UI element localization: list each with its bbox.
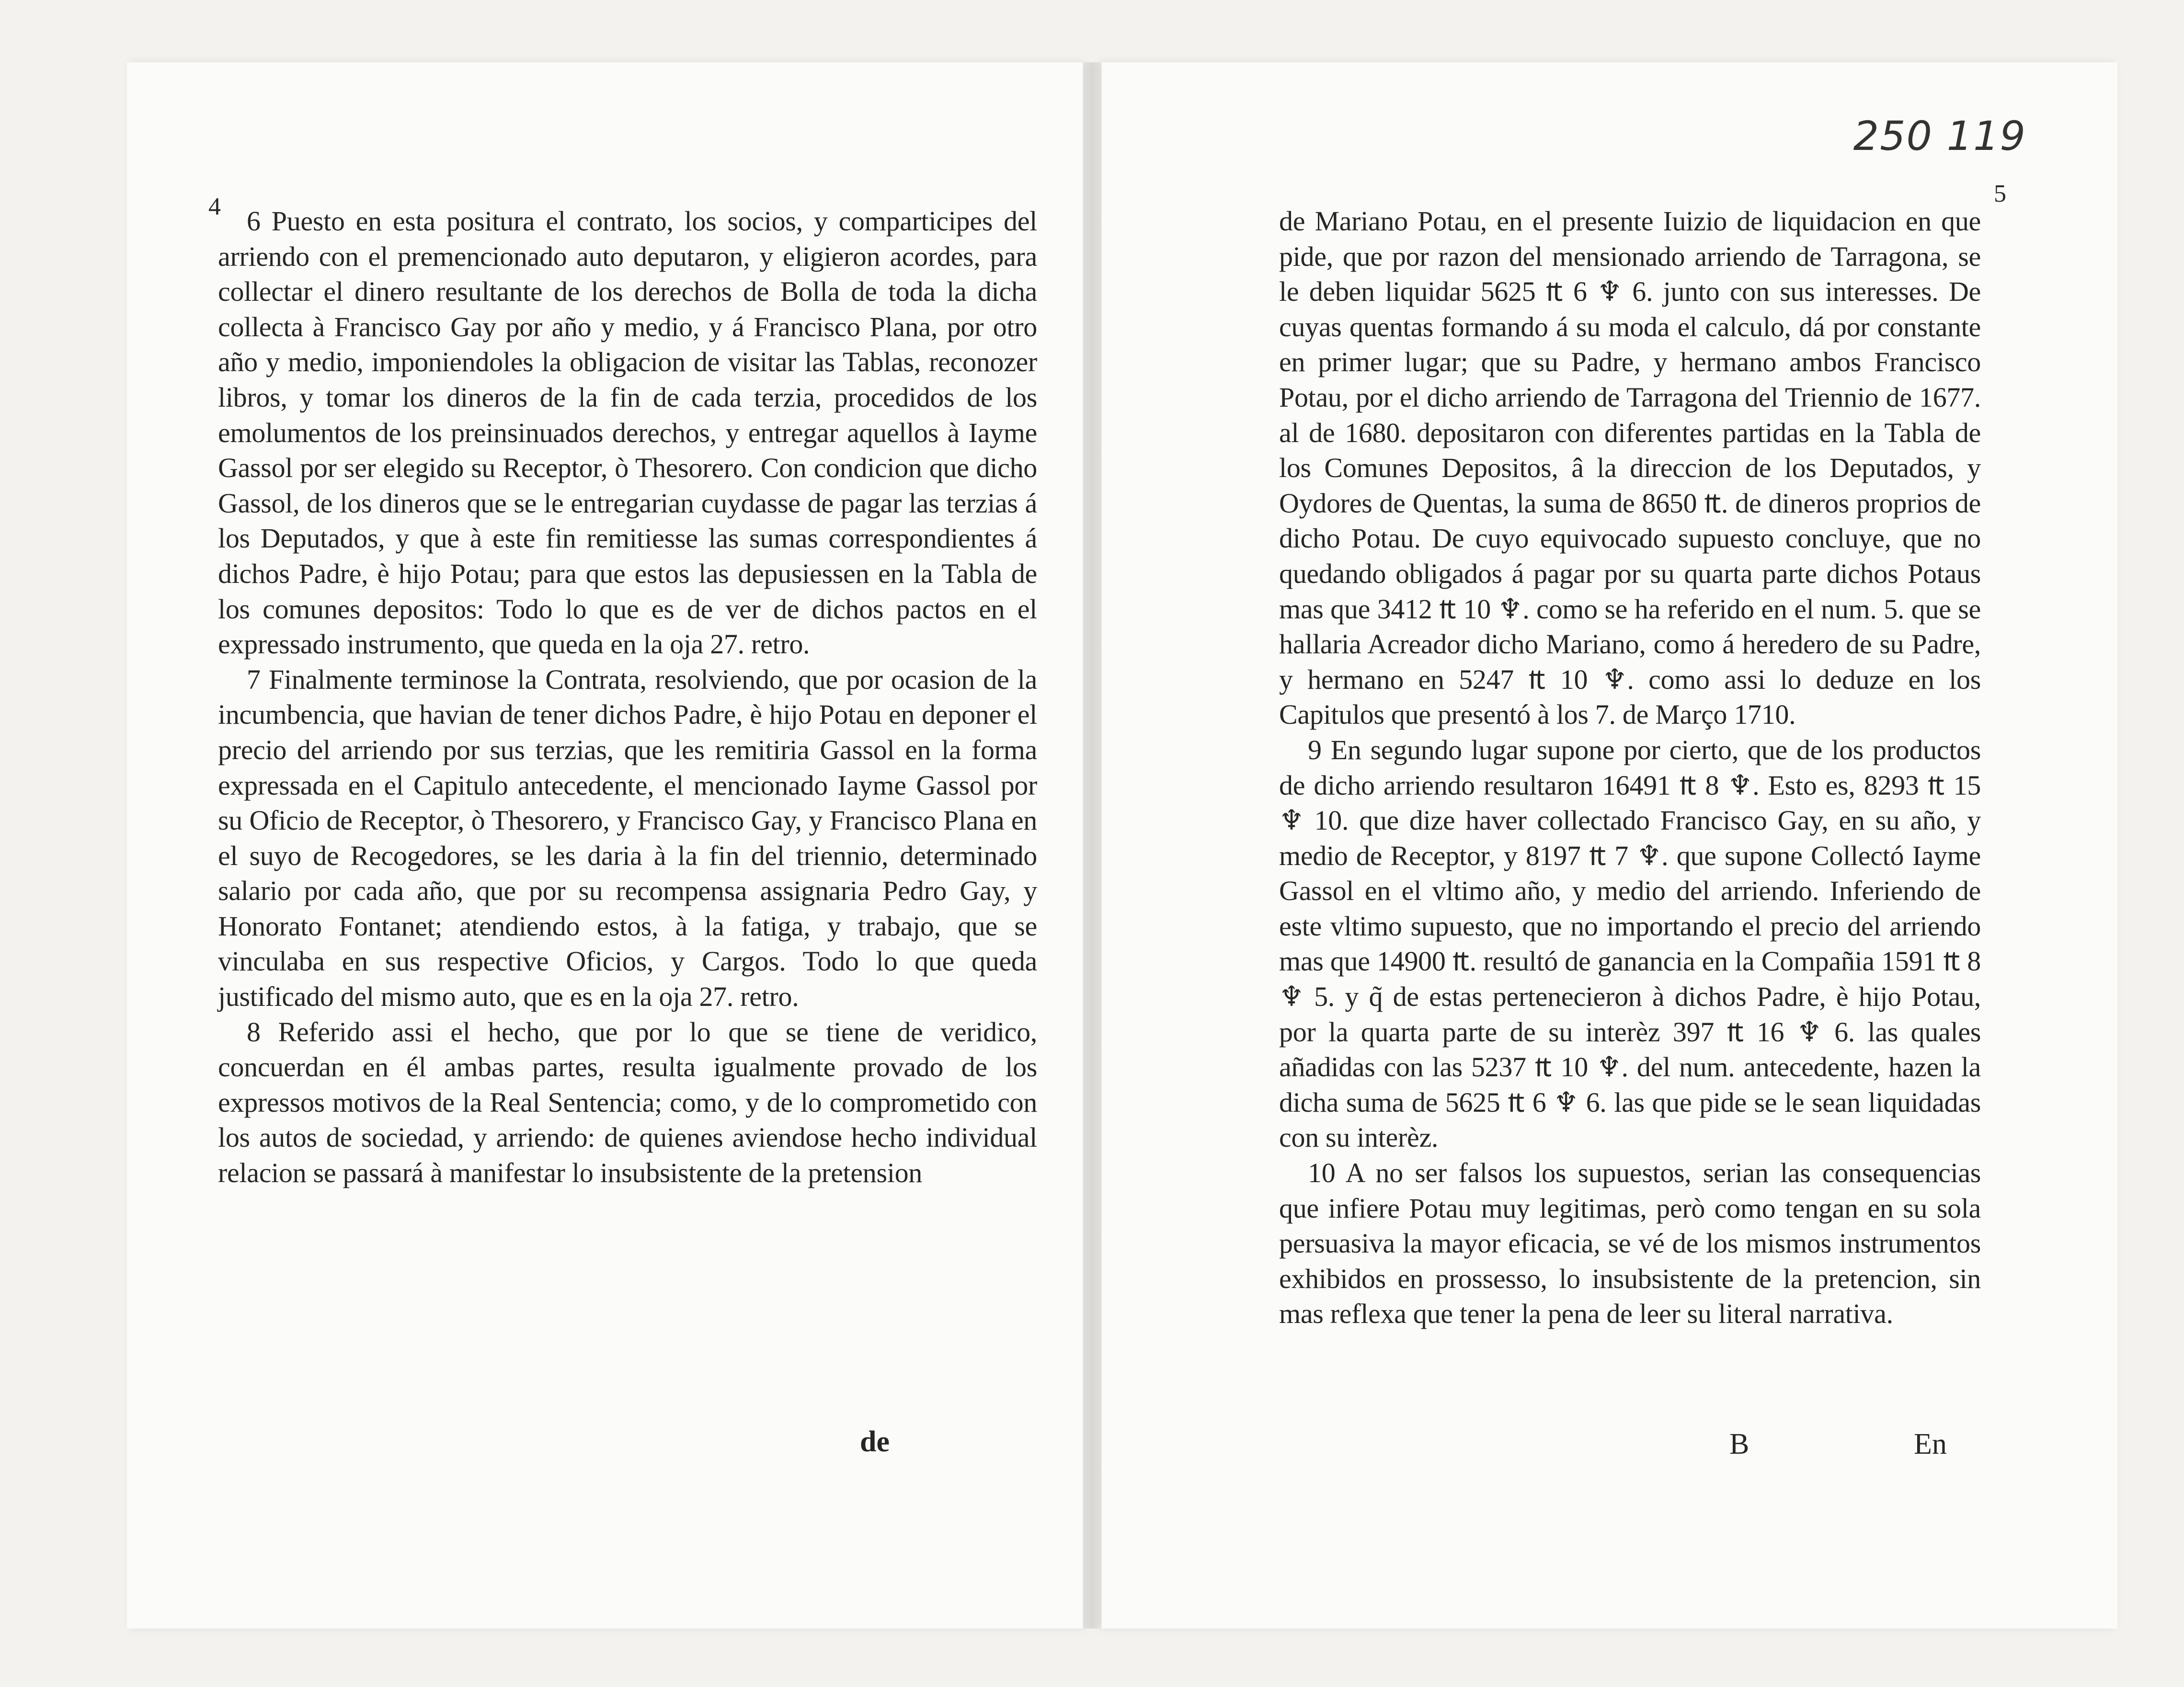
paragraph-9: 9 En segundo lugar supone por cierto, que de los productos de dicho arriendo resultaron 16491 ₶ 8 ♆. Esto es, 8293 ₶ 15 ♆ 10. que dize haver collectado Francisco Gay, en su año, y medio de Receptor, y 8197 ₶ 7 ♆. que supone Collectó Iayme Gassol en el vltimo año, y medio del arriendo. Inferiendo de este vltimo supuesto, que no importando el precio del arriendo mas que 14900 ₶. resultó de ganancia en la Compañia 1591 ₶ 8 ♆ 5. y q̃ de estas pertenecieron à dichos Padre, è hijo Potau, por la quarta parte de su interèz 397 ₶ 16 ♆ 6. las quales añadidas con las 5237 ₶ 10 ♆. del num. antecedente, hazen la dicha suma de 5625 ₶ 6 ♆ 6. las que pide se le sean liquidadas con su interèz.: [1279, 734, 1981, 1153]
signature-mark: B: [1729, 1428, 1749, 1460]
right-page: [1102, 62, 2117, 1629]
left-page: [127, 62, 1083, 1629]
right-page-text: [1279, 204, 1981, 1332]
book-gutter: [1084, 62, 1101, 1629]
paragraph-continuation: de Mariano Potau, en el presente Iuizio de liquidacion en que pide, que por razon del mensionado arriendo de Tarragona, se le deben liquidar 5625 ₶ 6 ♆ 6. junto con sus interesses. De cuyas quentas formando á su moda el calculo, dá por constante en primer lugar; que su Padre, y hermano ambos Francisco Potau, por el dicho arriendo de Tarragona del Triennio de 1677. al de 1680. depositaron con diferentes partidas en la Tabla de los Comunes Depositos, â la direccion de los Deputados, y Oydores de Quentas, la suma de 8650 ₶. de dineros proprios de dicho Potau. De cuyo equivocado supuesto concluye, que no quedando obligados á pagar por su quarta parte dichos Potaus mas que 3412 ₶ 10 ♆. como se ha referido en el num. 5. que se hallaria Acreador dicho Mariano, como á heredero de su Padre, y hermano en 5247 ₶ 10 ♆. como assi lo deduze en los Capitulos que presentó à los 7. de Março 1710.: [1279, 205, 1981, 730]
right-catchword: En: [1914, 1428, 1947, 1460]
paragraph-8: 8 Referido assi el hecho, que por lo que se tiene de veridico, concuerdan en él ambas partes, resulta igualmente provado de los expressos motivos de la Real Sentencia; como, y de lo comprometido con los autos de sociedad, y arriendo: de quienes aviendose hecho individual relacion se passará à manifestar lo insubsistente de la pretension: [218, 1016, 1037, 1189]
right-page-number: 5: [1994, 180, 2006, 207]
archive-number: 250 119: [1853, 113, 2026, 160]
left-catchword: de: [860, 1425, 890, 1458]
left-page-text: [218, 204, 1037, 1191]
paragraph-10: 10 A no ser falsos los supuestos, serian las consequencias que infiere Potau muy legitimas, però como tengan en su sola persuasiva la mayor eficacia, se vé de los mismos instrumentos exhibidos en prossesso, lo insubsistente de la pretencion, sin mas reflexa que tener la pena de leer su literal narrativa.: [1279, 1157, 1981, 1330]
left-page-number: 4: [208, 193, 221, 220]
paragraph-6: 6 Puesto en esta positura el contrato, los socios, y comparticipes del arriendo con el premencionado auto deputaron, y eligieron acordes, para collectar el dinero resultante de los derechos de Bolla de toda la dicha collecta à Francisco Gay por año y medio, y á Francisco Plana, por otro año y medio, imponiendoles la obligacion de visitar las Tablas, reconozer libros, y tomar los dineros de la fin de cada terzia, procedidos de los emolumentos de los preinsinuados derechos, y entregar aquellos à Iayme Gassol por ser elegido su Receptor, ò Thesorero. Con condicion que dicho Gassol, de los dineros que se le entregarian cuydasse de pagar las terzias á los Deputados, y que à este fin remitiesse las sumas correspondientes á dichos Padre, è hijo Potau; para que estos las depusiessen en la Tabla de los comunes depositos: Todo lo que es de ver de dichos pactos en el expressado instrumento, que queda en la oja 27. retro.: [218, 205, 1037, 660]
paragraph-7: 7 Finalmente terminose la Contrata, resolviendo, que por ocasion de la incumbencia, que havian de tener dichos Padre, è hijo Potau en deponer el precio del arriendo por sus terzias, que les remitiria Gassol en la forma expressada en el Capitulo antecedente, el mencionado Iayme Gassol por su Oficio de Receptor, ò Thesorero, y Francisco Gay, y Francisco Plana en el suyo de Recogedores, se les daria à la fin del triennio, determinado salario por cada año, que por su recompensa assignaria Pedro Gay, y Honorato Fontanet; atendiendo estos, à la fatiga, y trabajo, que se vinculaba en sus respective Oficios, y Cargos. Todo lo que queda justificado del mismo auto, que es en la oja 27. retro.: [218, 663, 1037, 1013]
